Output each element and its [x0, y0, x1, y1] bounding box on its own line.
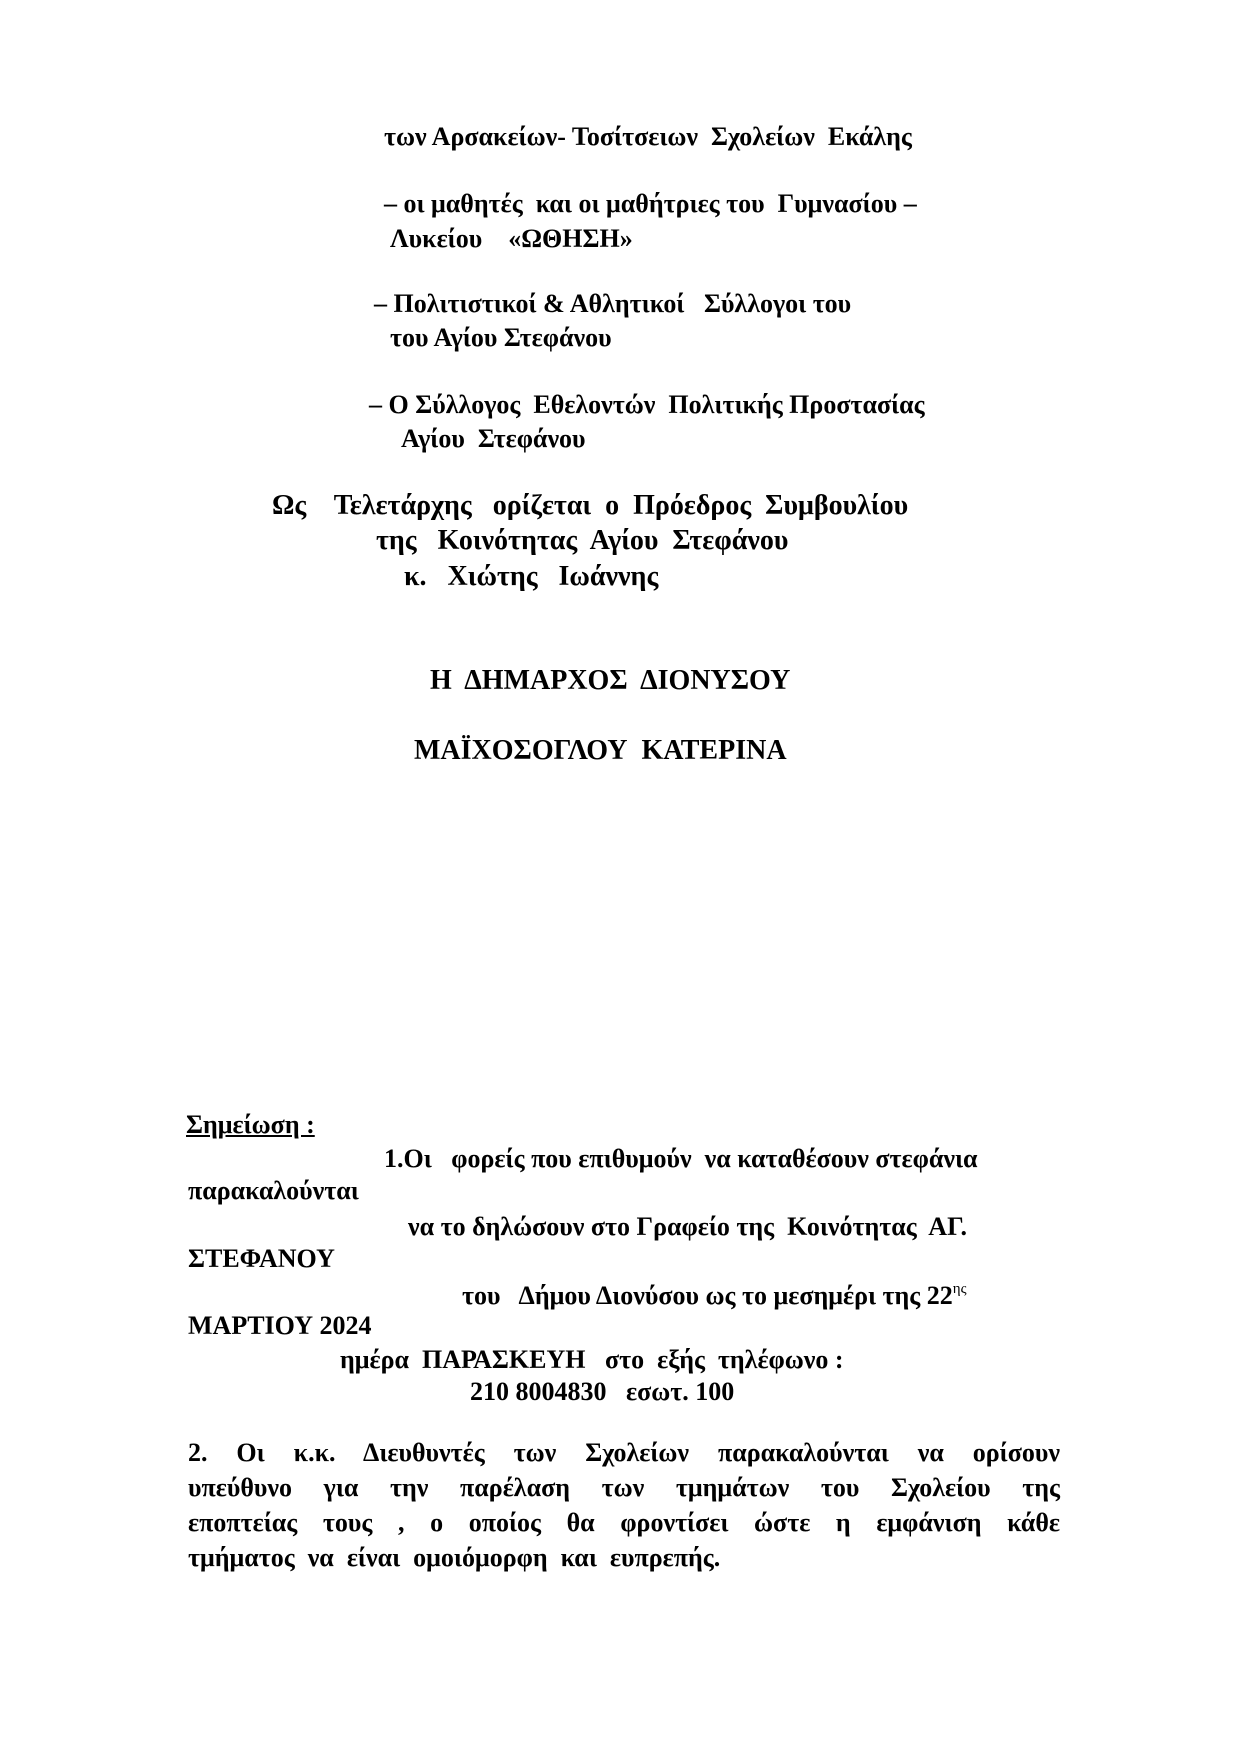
ordinal-suffix: ης — [952, 1281, 967, 1297]
clubs-line-2: του Αγίου Στεφάνου — [390, 323, 612, 352]
mayor-title: Η ΔΗΜΑΡΧΟΣ ΔΙΟΝΥΣΟΥ — [430, 665, 791, 696]
note-item2-line-1: 2. Οι κ.κ. Διευθυντές των Σχολείων παρακαλούνται να ορίσουν — [188, 1438, 1060, 1467]
note-item1-line-4: ΣΤΕΦΑΝΟΥ — [188, 1244, 335, 1273]
note-item2-line-3: εποπτείας τους , ο οποίος θα φροντίσει ώστε η εμφάνιση κάθε — [188, 1508, 1060, 1537]
note-item1-line-6: ΜΑΡΤΙΟΥ 2024 — [188, 1311, 372, 1340]
mayor-name: ΜΑΪΧΟΣΟΓΛΟΥ ΚΑΤΕΡΙΝΑ — [414, 735, 787, 766]
volunteers-line-2: Αγίου Στεφάνου — [401, 424, 586, 453]
volunteers-line-1: – Ο Σύλλογος Εθελοντών Πολιτικής Προστασίας — [369, 390, 925, 419]
ceremony-master-line-1: Ως Τελετάρχης ορίζεται ο Πρόεδρος Συμβουλίου — [272, 490, 909, 521]
students-line-2: Λυκείου «ΩΘΗΣΗ» — [390, 224, 633, 253]
note-item2-line-2: υπεύθυνο για την παρέλαση των τμημάτων του Σχολείου της — [188, 1473, 1060, 1502]
ceremony-master-line-3: κ. Χιώτης Ιωάννης — [404, 561, 659, 592]
students-line-1: – οι μαθητές και οι μαθήτριες του Γυμνασίου – — [384, 189, 917, 218]
note-item1-line-3: να το δηλώσουν στο Γραφείο της Κοινότητας ΑΓ. — [408, 1212, 967, 1241]
note-item1-line-5 — [462, 1282, 967, 1309]
note-item2-line-4: τμήματος να είναι ομοιόμορφη και ευπρεπής. — [188, 1543, 721, 1572]
ceremony-master-line-2: της Κοινότητας Αγίου Στεφάνου — [376, 525, 789, 556]
note-item1-line-5-text: του Δήμου Διονύσου ως το μεσημέρι της 22 — [462, 1281, 953, 1310]
note-item1-line-7: ημέρα ΠΑΡΑΣΚΕΥΗ στο εξής τηλέφωνο : — [340, 1345, 844, 1374]
clubs-line-1: – Πολιτιστικοί & Αθλητικοί Σύλλογοι του — [374, 289, 852, 318]
note-heading: Σημείωση : — [186, 1110, 315, 1139]
note-item1-line-1: 1.Οι φορείς που επιθυμούν να καταθέσουν στεφάνια — [384, 1144, 978, 1173]
note-item1-line-8: 210 8004830 εσωτ. 100 — [470, 1377, 735, 1406]
note-item1-line-2: παρακαλούνται — [188, 1176, 359, 1205]
schools-line: των Αρσακείων- Τοσίτσειων Σχολείων Εκάλης — [384, 122, 912, 151]
